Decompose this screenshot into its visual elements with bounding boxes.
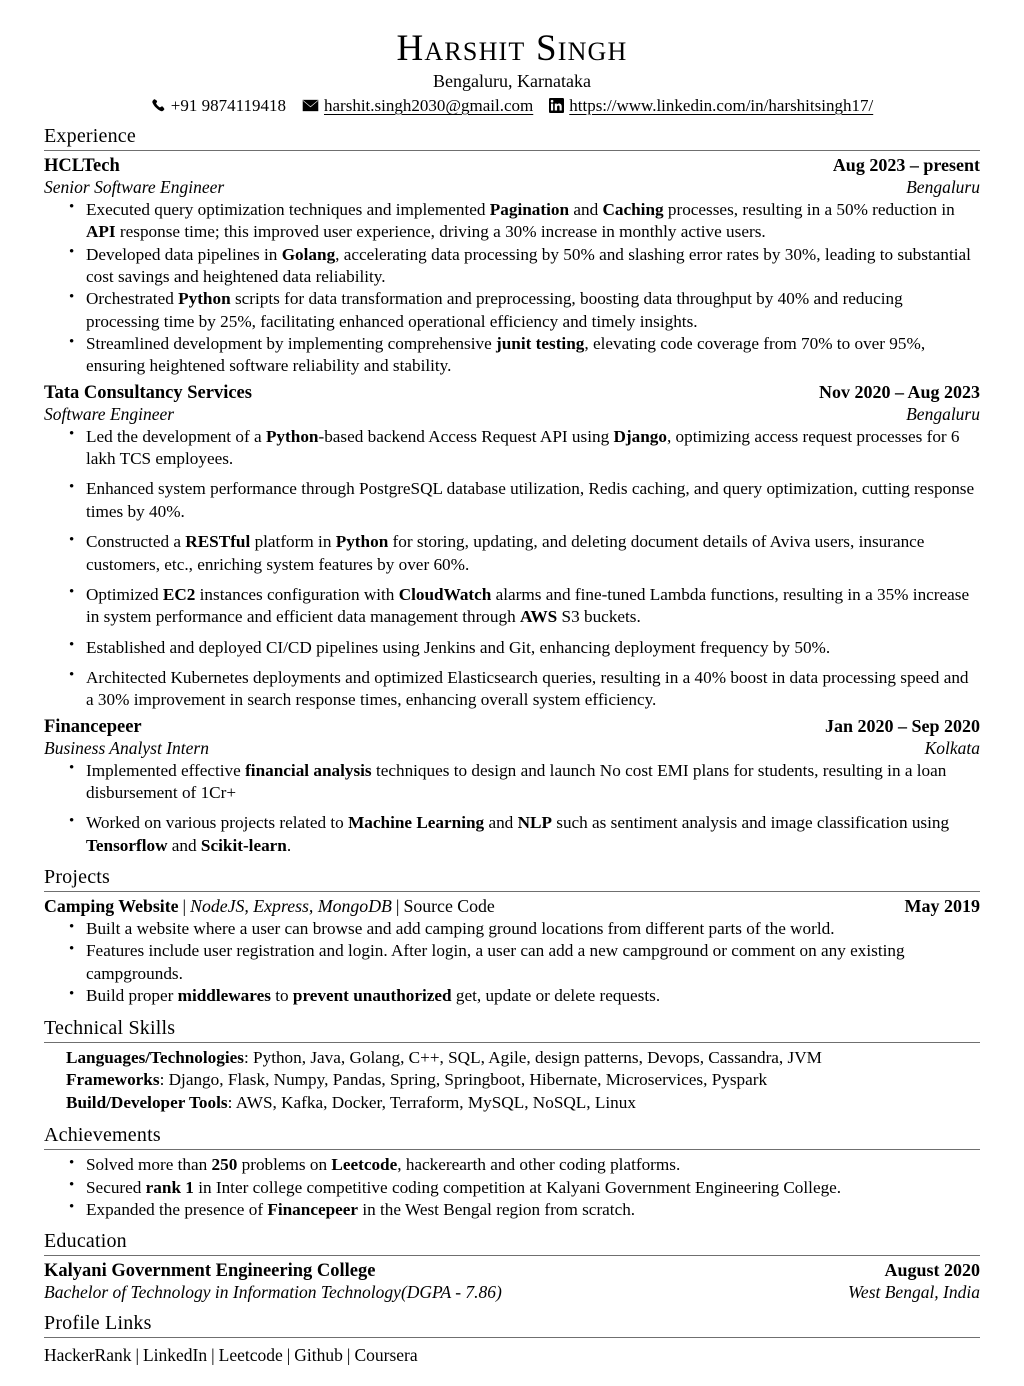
candidate-name: Harshit Singh [396, 28, 628, 69]
skill-category: Build/Developer Tools [66, 1093, 228, 1113]
bullet-item: • Features include user registration and login. After login, a user can add a new campground or comment on any existing campgrounds. [86, 940, 980, 985]
job-bullets [44, 199, 980, 378]
candidate-location: Bengaluru, Karnataka [433, 70, 591, 91]
profile-link-hackerrank[interactable]: HackerRank [44, 1345, 132, 1366]
entry-subheader-line [44, 404, 980, 425]
envelope-icon [302, 99, 319, 112]
skill-values: : AWS, Kafka, Docker, Terraform, MySQL, NoSQL, Linux [227, 1093, 636, 1113]
experience-entry [44, 716, 980, 857]
section-title-achievements: Achievements [44, 1124, 161, 1147]
bullet-item: • Built a website where a user can browse and add camping ground locations from different parts of the world. [86, 918, 980, 940]
section-title-projects: Projects [44, 866, 111, 889]
achievement-item: • Solved more than 250 problems on Leetcode, hackerearth and other coding platforms. [86, 1154, 980, 1176]
job-location: Bengaluru [906, 176, 980, 197]
contact-row [44, 96, 980, 116]
entry-header-line [44, 382, 980, 404]
skill-row [66, 1069, 980, 1092]
contact-email[interactable] [302, 96, 533, 116]
company-name: Tata Consultancy Services [44, 382, 252, 403]
section-projects [44, 866, 980, 1007]
section-title-profile-links: Profile Links [44, 1312, 152, 1335]
project-entries [44, 896, 980, 1007]
employment-dates: Aug 2023 – present [832, 154, 980, 175]
project-source-code-link[interactable]: Source Code [403, 896, 495, 917]
section-rule [44, 1042, 980, 1043]
linkedin-url[interactable]: https://www.linkedin.com/in/harshitsingh17/ [569, 95, 874, 115]
contact-linkedin[interactable] [549, 96, 873, 116]
experience-entry [44, 155, 980, 378]
profile-link-leetcode[interactable]: Leetcode [218, 1345, 283, 1366]
job-location: Bengaluru [906, 403, 980, 424]
bullet-item: • Established and deployed CI/CD pipelines using Jenkins and Git, enhancing deployment frequency by 50%. [86, 637, 980, 659]
section-title-experience: Experience [44, 124, 136, 147]
project-header-line [44, 896, 980, 917]
profile-links-row [44, 1345, 980, 1366]
project-date: May 2019 [904, 896, 980, 917]
linkedin-icon [549, 98, 564, 113]
bullet-item: • Build proper middlewares to prevent unauthorized get, update or delete requests. [86, 985, 980, 1007]
job-bullets [44, 426, 980, 712]
bullet-item: • Constructed a RESTful platform in Python for storing, updating, and deleting document details of Aviva users, insurance customers, etc., enriching system features by over 60%. [86, 531, 980, 576]
separator: | [395, 896, 400, 917]
section-achievements [44, 1124, 980, 1221]
skills-list [44, 1047, 980, 1116]
bullet-item: • Developed data pipelines in Golang, accelerating data processing by 50% and slashing error rates by 30%, leading to substantial cost savings and heightened data reliability. [86, 244, 980, 289]
section-profile-links [44, 1312, 980, 1366]
institution-name: Kalyani Government Engineering College [44, 1261, 376, 1282]
entry-header-line [44, 155, 980, 177]
phone-number: +91 9874119418 [170, 95, 286, 115]
profile-link-coursera[interactable]: Coursera [354, 1345, 418, 1366]
bullet-item: • Orchestrated Python scripts for data transformation and preprocessing, boosting data throughput by 40% and reducing processing time by 25%, facilitating enhanced operational efficiency and timely insights. [86, 288, 980, 333]
achievement-item: • Expanded the presence of Financepeer in the West Bengal region from scratch. [86, 1199, 980, 1221]
separator: | [135, 1345, 139, 1366]
email-address[interactable]: harshit.singh2030@gmail.com [324, 95, 534, 115]
bullet-item: • Streamlined development by implementing comprehensive junit testing, elevating code coverage from 70% to over 95%, ensuring heightened software reliability and stability. [86, 333, 980, 378]
skill-category: Languages/Technologies [66, 1047, 244, 1067]
project-tech-stack: NodeJS, Express, MongoDB [190, 896, 392, 917]
section-rule [44, 891, 980, 892]
achievement-item: • Secured rank 1 in Inter college competitive coding competition at Kalyani Government Engineering College. [86, 1177, 980, 1199]
entry-subheader-line [44, 738, 980, 759]
bullet-item: • Worked on various projects related to Machine Learning and NLP such as sentiment analysis and image classification using Tensorflow and Scikit-learn. [86, 812, 980, 857]
education-header-line [44, 1260, 980, 1282]
section-experience [44, 125, 980, 857]
bullet-item: • Optimized EC2 instances configuration with CloudWatch alarms and fine-tuned Lambda functions, resulting in a 35% increase in system performance and efficient data management through AWS S3 buckets. [86, 584, 980, 629]
education-entry [44, 1260, 980, 1303]
separator: | [286, 1345, 291, 1366]
skill-category: Frameworks [66, 1070, 160, 1090]
project-title-group [44, 896, 495, 917]
experience-entry [44, 382, 980, 712]
education-location: West Bengal, India [847, 1282, 980, 1303]
bullet-item: • Led the development of a Python-based backend Access Request API using Django, optimizing access request processes for 6 lakh TCS employees. [86, 426, 980, 471]
project-entry [44, 896, 980, 1007]
employment-dates: Jan 2020 – Sep 2020 [824, 715, 980, 736]
entry-subheader-line [44, 177, 980, 198]
skill-row [66, 1092, 980, 1115]
job-bullets [44, 760, 980, 857]
graduation-date: August 2020 [884, 1260, 980, 1281]
profile-link-linkedin[interactable]: LinkedIn [142, 1345, 208, 1366]
section-title-technical-skills: Technical Skills [44, 1016, 176, 1039]
experience-entries [44, 155, 980, 857]
bullet-item: • Executed query optimization techniques and implemented Pagination and Caching processes, resulting in a 50% reduction in API response time; this improved user experience, driving a 30% increase in monthly active users. [86, 199, 980, 244]
job-location: Kolkata [924, 737, 980, 758]
skill-values: : Python, Java, Golang, C++, SQL, Agile, design patterns, Devops, Cassandra, JVM [243, 1047, 822, 1067]
job-title: Software Engineer [44, 403, 175, 424]
section-title-education: Education [44, 1230, 127, 1253]
bullet-item: • Architected Kubernetes deployments and optimized Elasticsearch queries, resulting in a 40% boost in data processing speed and a 30% improvement in search response times, enhancing overall system efficiency. [86, 667, 980, 712]
company-name: HCLTech [44, 155, 120, 176]
section-technical-skills [44, 1017, 980, 1116]
profile-link-github[interactable]: Github [294, 1345, 343, 1366]
skill-values: : Django, Flask, Numpy, Pandas, Spring, Springboot, Hibernate, Microservices, Pyspark [159, 1070, 768, 1090]
job-title: Senior Software Engineer [44, 176, 225, 197]
bullet-item: • Implemented effective financial analysis techniques to design and launch No cost EMI plans for students, resulting in a loan disbursement of 1Cr+ [86, 760, 980, 805]
separator: | [211, 1345, 215, 1366]
skill-row [66, 1047, 980, 1070]
project-name: Camping Website [44, 896, 179, 917]
separator: | [182, 896, 187, 917]
phone-icon [151, 98, 166, 113]
section-rule [44, 1255, 980, 1256]
job-title: Business Analyst Intern [44, 737, 209, 758]
bullet-item: • Enhanced system performance through PostgreSQL database utilization, Redis caching, and query optimization, cutting response times by 40%. [86, 478, 980, 523]
education-subheader-line [44, 1282, 980, 1303]
resume-header [44, 30, 980, 116]
separator: | [346, 1345, 351, 1366]
achievements-list [44, 1154, 980, 1221]
degree-name: Bachelor of Technology in Information Technology(DGPA - 7.86) [44, 1282, 502, 1303]
section-rule [44, 1149, 980, 1150]
section-rule [44, 150, 980, 151]
section-rule [44, 1337, 980, 1338]
entry-header-line [44, 716, 980, 738]
section-education [44, 1230, 980, 1303]
education-entries [44, 1260, 980, 1303]
contact-phone[interactable] [151, 96, 286, 116]
project-bullets [44, 918, 980, 1007]
company-name: Financepeer [44, 716, 142, 737]
employment-dates: Nov 2020 – Aug 2023 [818, 381, 980, 402]
